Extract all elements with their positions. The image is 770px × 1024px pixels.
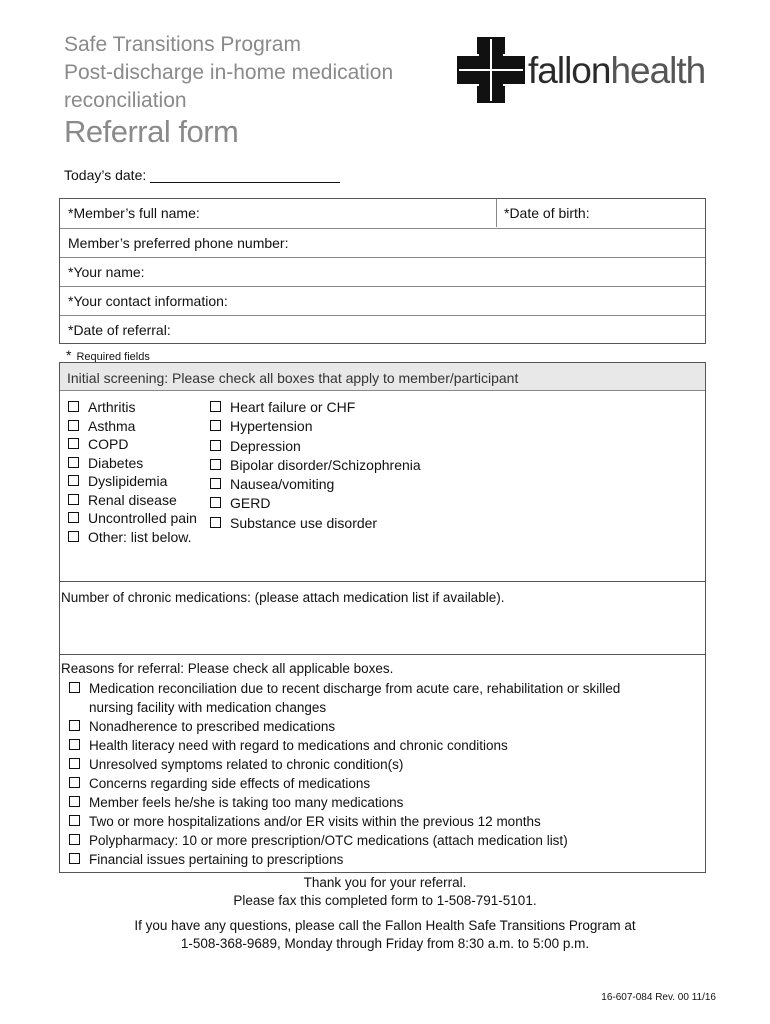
checkbox-asthma[interactable]: Asthma	[68, 418, 197, 437]
todays-date-label: Today’s date:	[64, 167, 147, 183]
checkbox-icon[interactable]	[69, 853, 80, 864]
checkbox-icon[interactable]	[68, 401, 79, 412]
reasons-heading: Reasons for referral: Please check all applicable boxes.	[61, 661, 394, 676]
checkbox-icon[interactable]	[210, 459, 221, 470]
checkbox-icon[interactable]	[69, 796, 80, 807]
checkbox-uncontrolled-pain[interactable]: Uncontrolled pain	[68, 510, 197, 529]
referral-date-field[interactable]	[60, 315, 705, 344]
checkbox-icon[interactable]	[210, 420, 221, 431]
checkbox-depression[interactable]: Depression	[210, 438, 421, 457]
checkbox-icon[interactable]	[210, 497, 221, 508]
checkbox-reason-financial[interactable]: Financial issues pertaining to prescriptions	[69, 850, 620, 869]
medications-label: Number of chronic medications: (please attach medication list if available).	[61, 590, 505, 605]
screening-section	[59, 362, 706, 582]
checkbox-icon[interactable]	[68, 494, 79, 505]
checkbox-copd[interactable]: COPD	[68, 436, 197, 455]
checkbox-icon[interactable]	[68, 438, 79, 449]
member-info-table	[59, 198, 706, 344]
medications-section[interactable]	[59, 582, 706, 655]
phone-field[interactable]	[60, 228, 705, 257]
footer-questions-line2: 1-508-368-9689, Monday through Friday from 8:30 a.m. to 5:00 p.m.	[180, 936, 590, 951]
program-title: Safe Transitions Program	[64, 33, 301, 56]
checkbox-icon[interactable]	[69, 720, 80, 731]
checkbox-icon[interactable]	[210, 401, 221, 412]
checkbox-reason-too-many-meds[interactable]: Member feels he/she is taking too many medications	[69, 793, 620, 812]
checkbox-icon[interactable]	[210, 517, 221, 528]
your-name-label: *Your name:	[68, 264, 145, 280]
checkbox-arthritis[interactable]: Arthritis	[68, 399, 197, 418]
checkbox-icon[interactable]	[69, 815, 80, 826]
screening-column-2	[210, 399, 421, 534]
checkbox-icon[interactable]	[69, 834, 80, 845]
footer-fax: Please fax this completed form to 1-508-791-5101.	[233, 893, 537, 908]
checkbox-reason-unresolved-symptoms[interactable]: Unresolved symptoms related to chronic condition(s)	[69, 755, 620, 774]
member-name-field[interactable]	[60, 199, 705, 228]
checkbox-icon[interactable]	[69, 758, 80, 769]
checkbox-reason-hospitalizations[interactable]: Two or more hospitalizations and/or ER visits within the previous 12 months	[69, 812, 620, 831]
checkbox-renal-disease[interactable]: Renal disease	[68, 492, 197, 511]
checkbox-icon[interactable]	[69, 682, 80, 693]
checkbox-icon[interactable]	[210, 478, 221, 489]
dob-field[interactable]	[496, 199, 705, 227]
fallon-health-logo-text: fallonhealth	[528, 50, 706, 91]
todays-date-row[interactable]	[64, 167, 340, 183]
checkbox-bipolar[interactable]: Bipolar disorder/Schizophrenia	[210, 457, 421, 476]
checkbox-substance-use[interactable]: Substance use disorder	[210, 515, 421, 534]
checkbox-icon[interactable]	[68, 475, 79, 486]
checkbox-icon[interactable]	[68, 457, 79, 468]
required-fields-note: * Required fields	[66, 347, 150, 363]
checkbox-icon[interactable]	[68, 531, 79, 542]
form-title: Referral form	[64, 114, 239, 149]
checkbox-icon[interactable]	[210, 440, 221, 451]
screening-column-1	[68, 399, 197, 547]
reasons-list	[69, 679, 620, 869]
checkbox-heart-failure[interactable]: Heart failure or CHF	[210, 399, 421, 418]
checkbox-dyslipidemia[interactable]: Dyslipidemia	[68, 473, 197, 492]
contact-info-field[interactable]	[60, 286, 705, 315]
checkbox-nausea[interactable]: Nausea/vomiting	[210, 476, 421, 495]
reasons-section	[59, 655, 706, 873]
footer-thanks: Thank you for your referral.	[303, 875, 467, 890]
fallon-logo-mark-icon	[457, 37, 525, 103]
checkbox-icon[interactable]	[69, 739, 80, 750]
referral-date-label: *Date of referral:	[68, 322, 171, 338]
checkbox-icon[interactable]	[68, 512, 79, 523]
checkbox-reason-nonadherence[interactable]: Nonadherence to prescribed medications	[69, 717, 620, 736]
checkbox-icon[interactable]	[68, 420, 79, 431]
program-subtitle-line2: reconciliation	[64, 89, 187, 112]
your-name-field[interactable]	[60, 257, 705, 286]
phone-label: Member’s preferred phone number:	[68, 235, 289, 251]
contact-info-label: *Your contact information:	[68, 293, 228, 309]
reason-med-reconciliation-cont: nursing facility with medication changes	[89, 700, 327, 715]
program-subtitle-line1: Post-discharge in-home medication	[64, 61, 394, 84]
checkbox-reason-polypharmacy[interactable]: Polypharmacy: 10 or more prescription/OTC medications (attach medication list)	[69, 831, 620, 850]
checkbox-gerd[interactable]: GERD	[210, 495, 421, 514]
checkbox-diabetes[interactable]: Diabetes	[68, 455, 197, 474]
dob-label: *Date of birth:	[504, 205, 590, 221]
checkbox-reason-health-literacy[interactable]: Health literacy need with regard to medications and chronic conditions	[69, 736, 620, 755]
revision-code: 16-607-084 Rev. 00 11/16	[601, 992, 716, 1003]
footer-questions-line1: If you have any questions, please call the Fallon Health Safe Transitions Program at	[134, 918, 636, 933]
todays-date-line[interactable]	[150, 168, 340, 183]
checkbox-other[interactable]: Other: list below.	[68, 529, 197, 548]
member-name-label: *Member’s full name:	[68, 205, 200, 221]
screening-heading: Initial screening: Please check all boxes that apply to member/participant	[60, 363, 705, 391]
checkbox-reason-med-reconciliation[interactable]: Medication reconciliation due to recent discharge from acute care, rehabilitation or skilled	[69, 679, 620, 698]
checkbox-icon[interactable]	[69, 777, 80, 788]
checkbox-reason-side-effects[interactable]: Concerns regarding side effects of medications	[69, 774, 620, 793]
checkbox-hypertension[interactable]: Hypertension	[210, 418, 421, 437]
